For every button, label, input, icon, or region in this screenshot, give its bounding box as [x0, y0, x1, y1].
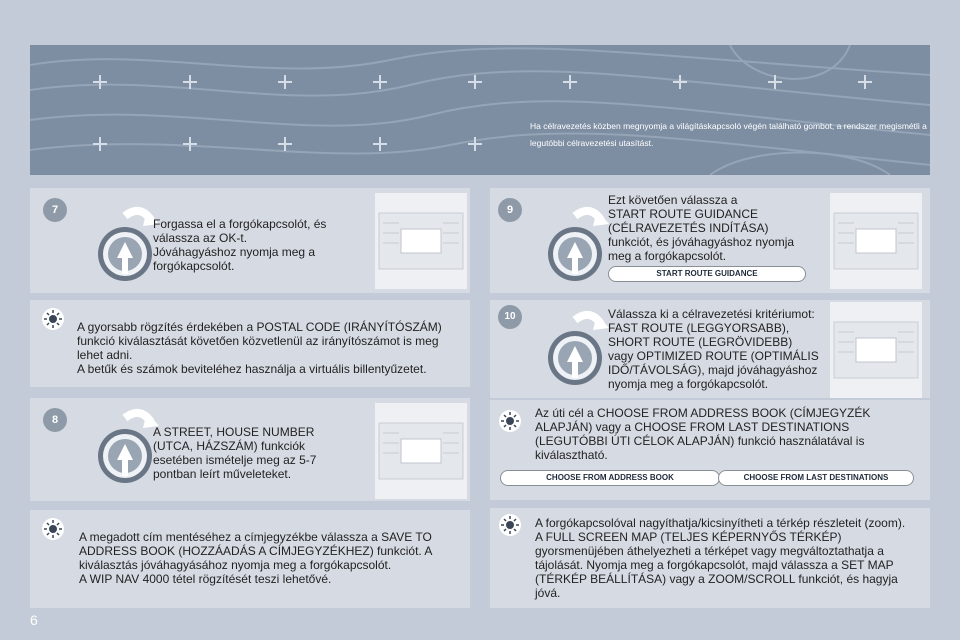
tip-postal-text: A gyorsabb rögzítés érdekében a POSTAL CODE (IRÁNYÍTÓSZÁM) funkció kiválasztását követően közvetlenül az irányítószámot is meg lehet adni. A betűk és számok beviteléhez használja a virtuális billentyűzetet.	[77, 320, 442, 376]
radio-unit-icon	[830, 302, 922, 398]
banner-note: Ha célravezetés közben megnyomja a világításkapcsoló végén található gombot, a rendszer megismétli a legutóbbi célravezetési utasítást.	[530, 121, 927, 148]
step-number-badge: 8	[43, 408, 67, 432]
step-number-badge: 10	[498, 305, 522, 329]
step-number-badge: 9	[498, 198, 522, 222]
tip-save-text: A megadott cím mentéséhez a címjegyzékbe válassza a SAVE TO ADDRESS BOOK (HOZZÁADÁS A CÍMJEGYZÉKHEZ) funkciót. A kiválasztás jóváhagyásához nyomja meg a forgókapcsolót. A WIP NAV 4000 tétel rögzítését teszi lehetővé.	[79, 530, 433, 586]
lightbulb-tip-icon	[42, 308, 64, 330]
step-8-panel	[30, 398, 470, 501]
step-10-text: Válassza ki a célravezetési kritériumot: FAST ROUTE (LEGGYORSABB), SHORT ROUTE (LEGRÖVIDEBB) vagy OPTIMIZED ROUTE (OPTIMÁLIS IDŐ/TÁVOLSÁG), majd jóváhagyáshoz nyomja meg a forgókapcsolót.	[608, 307, 819, 391]
page-number: 6	[30, 612, 38, 628]
tip-zoom-panel	[490, 508, 930, 608]
rotary-knob-icon	[535, 310, 615, 395]
step-9-text: Ezt követően válassza a START ROUTE GUIDANCE (CÉLRAVEZETÉS INDÍTÁSA) funkciót, és jóváhagyáshoz nyomja meg a forgókapcsolót.	[608, 193, 795, 263]
start-route-guidance-button[interactable]: START ROUTE GUIDANCE	[608, 266, 806, 282]
step-number-badge: 7	[43, 198, 67, 222]
header-banner	[30, 45, 930, 175]
tip-zoom-text: A forgókapcsolóval nagyíthatja/kicsinyítheti a térkép részleteit (zoom). A FULL SCREEN MAP (TELJES KÉPERNYŐS TÉRKÉP) gyorsmenüjében áthelyezheti a térképet vagy megváltoztathatja a tájolását. Nyomja meg a forgókapcsolót, majd válassza a SET MAP (TÉRKÉP BEÁLLÍTÁSA) vagy a ZOOM/SCROLL funkciót, és hagyja jóvá.	[535, 516, 906, 600]
topographic-map-decoration	[30, 45, 930, 175]
lightbulb-tip-icon	[499, 410, 521, 432]
radio-unit-icon	[830, 193, 922, 289]
tip-postal-panel	[30, 300, 470, 387]
tip-address-book-text: Az úti cél a CHOOSE FROM ADDRESS BOOK (CÍMJEGYZÉK ALAPJÁN) vagy a CHOOSE FROM LAST DESTINATIONS (LEGUTÓBBI ÚTI CÉLOK ALAPJÁN) funkció használatával is kiválasztható.	[535, 406, 871, 462]
step-7-text: Forgassa el a forgókapcsolót, és válassza az OK-t. Jóváhagyáshoz nyomja meg a forgókapcsolót.	[153, 217, 327, 273]
radio-unit-icon	[375, 403, 467, 499]
rotary-knob-icon	[535, 206, 615, 291]
radio-unit-icon	[375, 193, 467, 289]
step-10-panel	[490, 300, 930, 398]
lightbulb-tip-icon	[499, 514, 521, 536]
step-9-panel	[490, 188, 930, 293]
step-8-text: A STREET, HOUSE NUMBER (UTCA, HÁZSZÁM) funkciók esetében ismételje meg az 5-7 pontban leírt műveleteket.	[153, 425, 317, 481]
lightbulb-tip-icon	[42, 518, 64, 540]
choose-from-address-book-button[interactable]: CHOOSE FROM ADDRESS BOOK	[500, 470, 720, 486]
tip-address-book-panel	[490, 400, 930, 500]
choose-from-last-destinations-button[interactable]: CHOOSE FROM LAST DESTINATIONS	[718, 470, 914, 486]
tip-save-panel	[30, 510, 470, 608]
step-7-panel	[30, 188, 470, 293]
